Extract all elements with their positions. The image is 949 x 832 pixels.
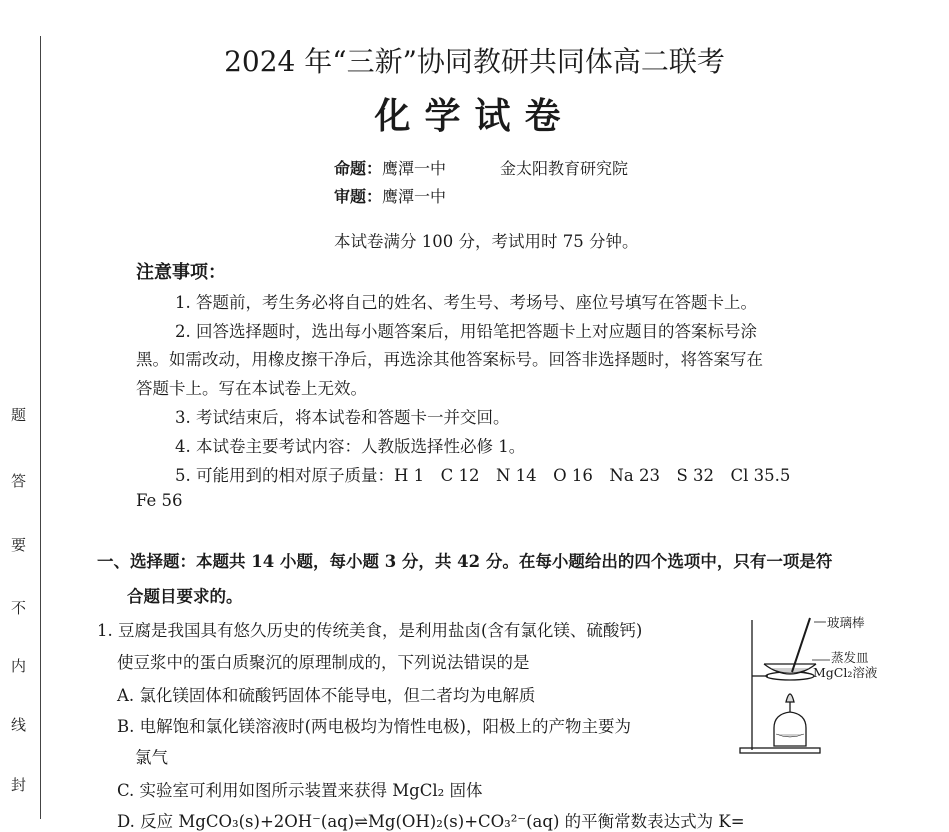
reviewer-value: 鹰潭一中 [382,187,447,206]
binding-line [40,36,41,819]
proposer-label: 命题： [334,159,383,178]
binding-margin-char: 题 [11,406,27,424]
binding-margin-char: 要 [11,536,27,554]
proposer-value-2: 金太阳教育研究院 [500,159,629,178]
notice-item-2-line-2: 黑。如需改动，用橡皮擦干净后，再选涂其他答案标号。回答非选择题时，将答案写在 [136,350,763,369]
binding-margin-char: 封 [11,776,27,794]
score-time-note: 本试卷满分 100 分，考试用时 75 分钟。 [334,232,639,251]
binding-margin-char: 线 [11,716,27,734]
label-evaporating-dish: 蒸发皿 [831,650,869,665]
reviewer-line [334,184,446,207]
binding-margin-char: 答 [11,472,27,490]
question-1-option-b-line-2: 氯气 [135,748,168,767]
notice-item-2-line-1: 2. 回答选择题时，选出每小题答案后，用铅笔把答题卡上对应题目的答案标号涂 [175,322,757,341]
proposer-line [334,156,446,179]
notice-item-4: 4. 本试卷主要考试内容：人教版选择性必修 1。 [175,437,526,456]
reviewer-label: 审题： [334,187,383,206]
question-1-stem-line-1: 1. 豆腐是我国具有悠久历史的传统美食，是利用盐卤(含有氯化镁、硫酸钙) [97,621,643,640]
question-1-stem-line-2: 使豆浆中的蛋白质聚沉的原理制成的，下列说法错误的是 [117,653,530,672]
binding-margin-char: 不 [11,599,27,617]
subject-title: 化学试卷 [374,95,575,137]
question-1-option-b-line-1: B. 电解饱和氯化镁溶液时(两电极均为惰性电极)，阳极上的产物主要为 [117,717,631,736]
notice-item-5-line-1: 5. 可能用到的相对原子质量：H 1 C 12 N 14 O 16 Na 23 S 32 Cl 35.5 [175,466,791,485]
alcohol-lamp [774,712,806,746]
label-glass-rod: 玻璃棒 [827,615,865,630]
label-mgcl2-solution: MgCl₂溶液 [813,665,878,680]
notice-item-5-line-2: Fe 56 [136,491,183,510]
binding-margin-char: 内 [11,657,27,675]
question-1-option-c: C. 实验室可利用如图所示装置来获得 MgCl₂ 固体 [117,781,483,800]
question-1-option-a: A. 氯化镁固体和硫酸钙固体不能导电，但二者均为电解质 [117,686,536,705]
question-1-option-d: D. 反应 MgCO₃(s)+2OH⁻(aq)⇌Mg(OH)₂(s)+CO₃²⁻(aq) 的平衡常数表达式为 K= [117,812,745,831]
section-heading: 一、选择题：本题共 14 小题，每小题 3 分，共 42 分。在每小题给出的四个选项中，只有一项是符 [97,552,833,571]
evaporation-apparatus-figure [738,610,928,760]
flame [786,694,794,702]
exam-title: 2024 年“三新”协同教研共同体高二联考 [224,45,725,78]
notice-heading: 注意事项： [136,262,226,283]
notice-item-1: 1. 答题前，考生务必将自己的姓名、考生号、考场号、座位号填写在答题卡上。 [175,293,757,312]
notice-item-3: 3. 考试结束后，将本试卷和答题卡一并交回。 [175,408,510,427]
section-heading-line-2: 合题目要求的。 [127,587,243,606]
notice-item-2-line-3: 答题卡上。写在本试卷上无效。 [136,379,367,398]
proposer-value: 鹰潭一中 [382,159,447,178]
